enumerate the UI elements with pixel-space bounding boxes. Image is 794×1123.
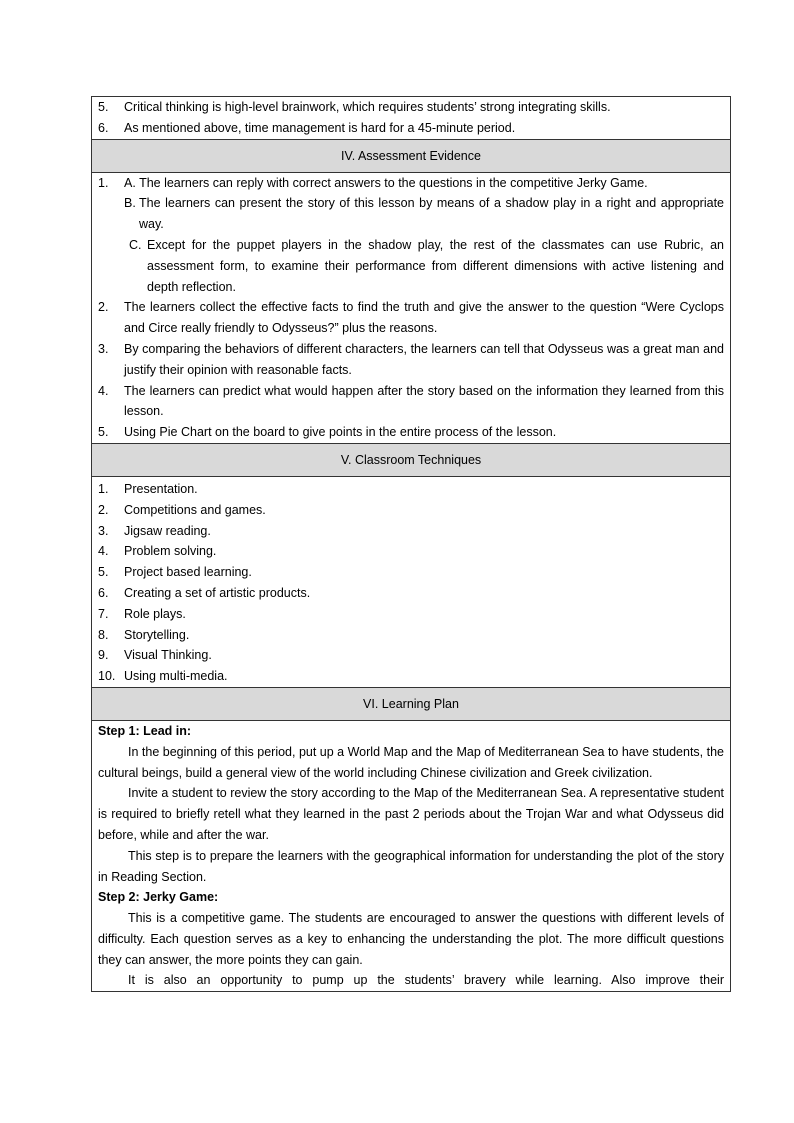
list-item: 4. The learners can predict what would happen after the story based on the information they learned from this lesson. [98,383,724,419]
sub-item-c: C. Except for the puppet players in the shadow play, the rest of the classmates can use Rubric, an assessment form, to examine their performance from different dimensions with active listening and depth reflection. [129,237,724,294]
paragraph: Invite a student to review the story according to the Map of the Mediterranean Sea. A representative student is required to briefly retell what they learned in the past 2 periods about the Trojan War and what Odysseus did before, while and after the war. [98,786,724,842]
list-item: 1. Presentation. [98,481,198,496]
list-item: 3. By comparing the behaviors of different characters, the learners can tell that Odysseus was a great man and justify their opinion with reasonable facts. [98,341,724,377]
list-item: 2. Competitions and games. [98,502,266,517]
continued-section [91,96,731,139]
list-item: 5. Project based learning. [98,565,252,580]
section-heading-assessment: IV. Assessment Evidence [91,139,731,172]
sub-item-a: A. The learners can reply with correct answers to the questions in the competitive Jerky Game. [124,175,648,190]
list-item: 6. Creating a set of artistic products. [98,585,311,600]
step2-title: Step 2: Jerky Game: [98,890,219,905]
assessment-section [91,172,731,443]
list-item: 3. Jigsaw reading. [98,523,211,538]
lesson-plan-document [91,96,731,992]
paragraph: In the beginning of this period, put up a World Map and the Map of Mediterranean Sea to have students, the cultural beings, build a general view of the world including Chinese civilization and Greek civilization. [98,744,724,780]
learning-plan-section [91,720,731,992]
paragraph: This is a competitive game. The students are encouraged to answer the questions with different levels of difficulty. Each question serves as a key to enhancing the understanding the plot. The more difficult questions they can answer, the more points they can gain. [98,911,724,967]
sub-item-b: B. The learners can present the story of this lesson by means of a shadow play in a right and appropriate way. [124,196,724,232]
list-item: 7. Role plays. [98,606,186,621]
list-item: 5. Using Pie Chart on the board to give points in the entire process of the lesson. [98,425,557,440]
list-item: 1. A. The learners can reply with correct answers to the questions in the competitive Jerky Game. [98,173,724,194]
list-item: 4. Problem solving. [98,544,217,559]
list-item: 10. Using multi-media. [98,669,228,684]
paragraph: This step is to prepare the learners with the geographical information for understanding the plot of the story in Reading Section. [98,848,724,884]
paragraph: It is also an opportunity to pump up the students’ bravery while learning. Also improve their [128,973,724,988]
step1-title: Step 1: Lead in: [98,723,192,738]
list-item: 2. The learners collect the effective facts to find the truth and give the answer to the question “Were Cyclops and Circe really friendly to Odysseus?” plus the reasons. [98,300,724,336]
list-item: 6. As mentioned above, time management is hard for a 45-minute period. [98,120,516,135]
section-heading-techniques: V. Classroom Techniques [91,443,731,476]
list-item: 5. Critical thinking is high-level brainwork, which requires students’ strong integrating skills. [98,100,611,114]
list-item: 8. Storytelling. [98,627,190,642]
techniques-section [91,476,731,687]
list-item: 9. Visual Thinking. [98,648,212,663]
section-heading-learning-plan: VI. Learning Plan [91,687,731,720]
